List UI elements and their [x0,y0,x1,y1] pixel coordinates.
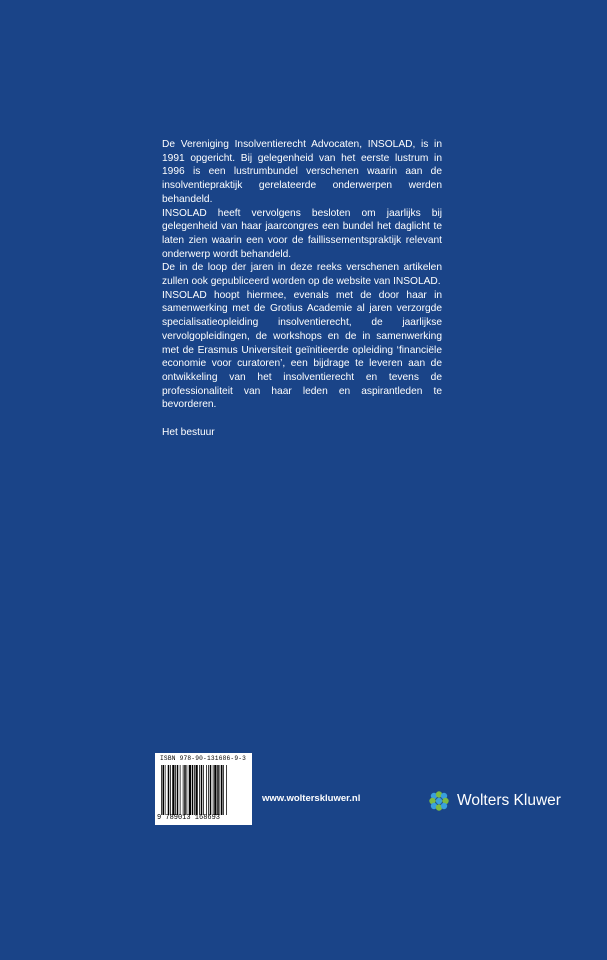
publisher-name: Wolters Kluwer [457,792,561,809]
isbn-label: ISBN 978-90-131686-9-3 [160,755,247,762]
barcode-bars [159,765,248,815]
blurb-paragraph-3: De in de loop der jaren in deze reeks verschenen artikelen zullen ook gepubliceerd worden op de website van INSOLAD. [162,262,442,288]
blurb-paragraph-2: INSOLAD heeft vervolgens besloten om jaarlijks bij gelegenheid van haar jaarcongres een bundel het daglicht te laten zien waarin een voor de faillissementspraktijk relevant onderwerp wordt behandeld. [162,207,442,260]
blurb-paragraph-1: De Vereniging Insolventierecht Advocaten, INSOLAD, is in 1991 opgericht. Bij gelegenheid van het eerste lustrum in 1996 is een lustrumbundel verschenen waarin aan de insolventiepraktijk gerelateerde onderwerpen werden behandeld. [162,139,442,205]
globe-icon [427,789,451,813]
barcode-digits: 9 789013 168693 [157,814,221,822]
barcode [155,753,252,825]
signature: Het bestuur [162,426,215,438]
blurb-paragraph-4: INSOLAD hoopt hiermee, evenals met de door haar in samenwerking met de Grotius Academie al jaren verzorgde specialisatieopleiding insolventierecht, de jaarlijkse vervolgopleidingen, de workshops en de in samenwerking met de Erasmus Universiteit geïnitieerde opleiding ‘financiële economie voor curatoren’, een bijdrage te leveren aan de ontwikkeling van het insolventierecht en tevens de professionaliteit van haar leden en aspirantleden te bevorderen. [162,289,442,411]
blurb [162,138,442,439]
website-link[interactable]: www.wolterskluwer.nl [262,793,361,804]
